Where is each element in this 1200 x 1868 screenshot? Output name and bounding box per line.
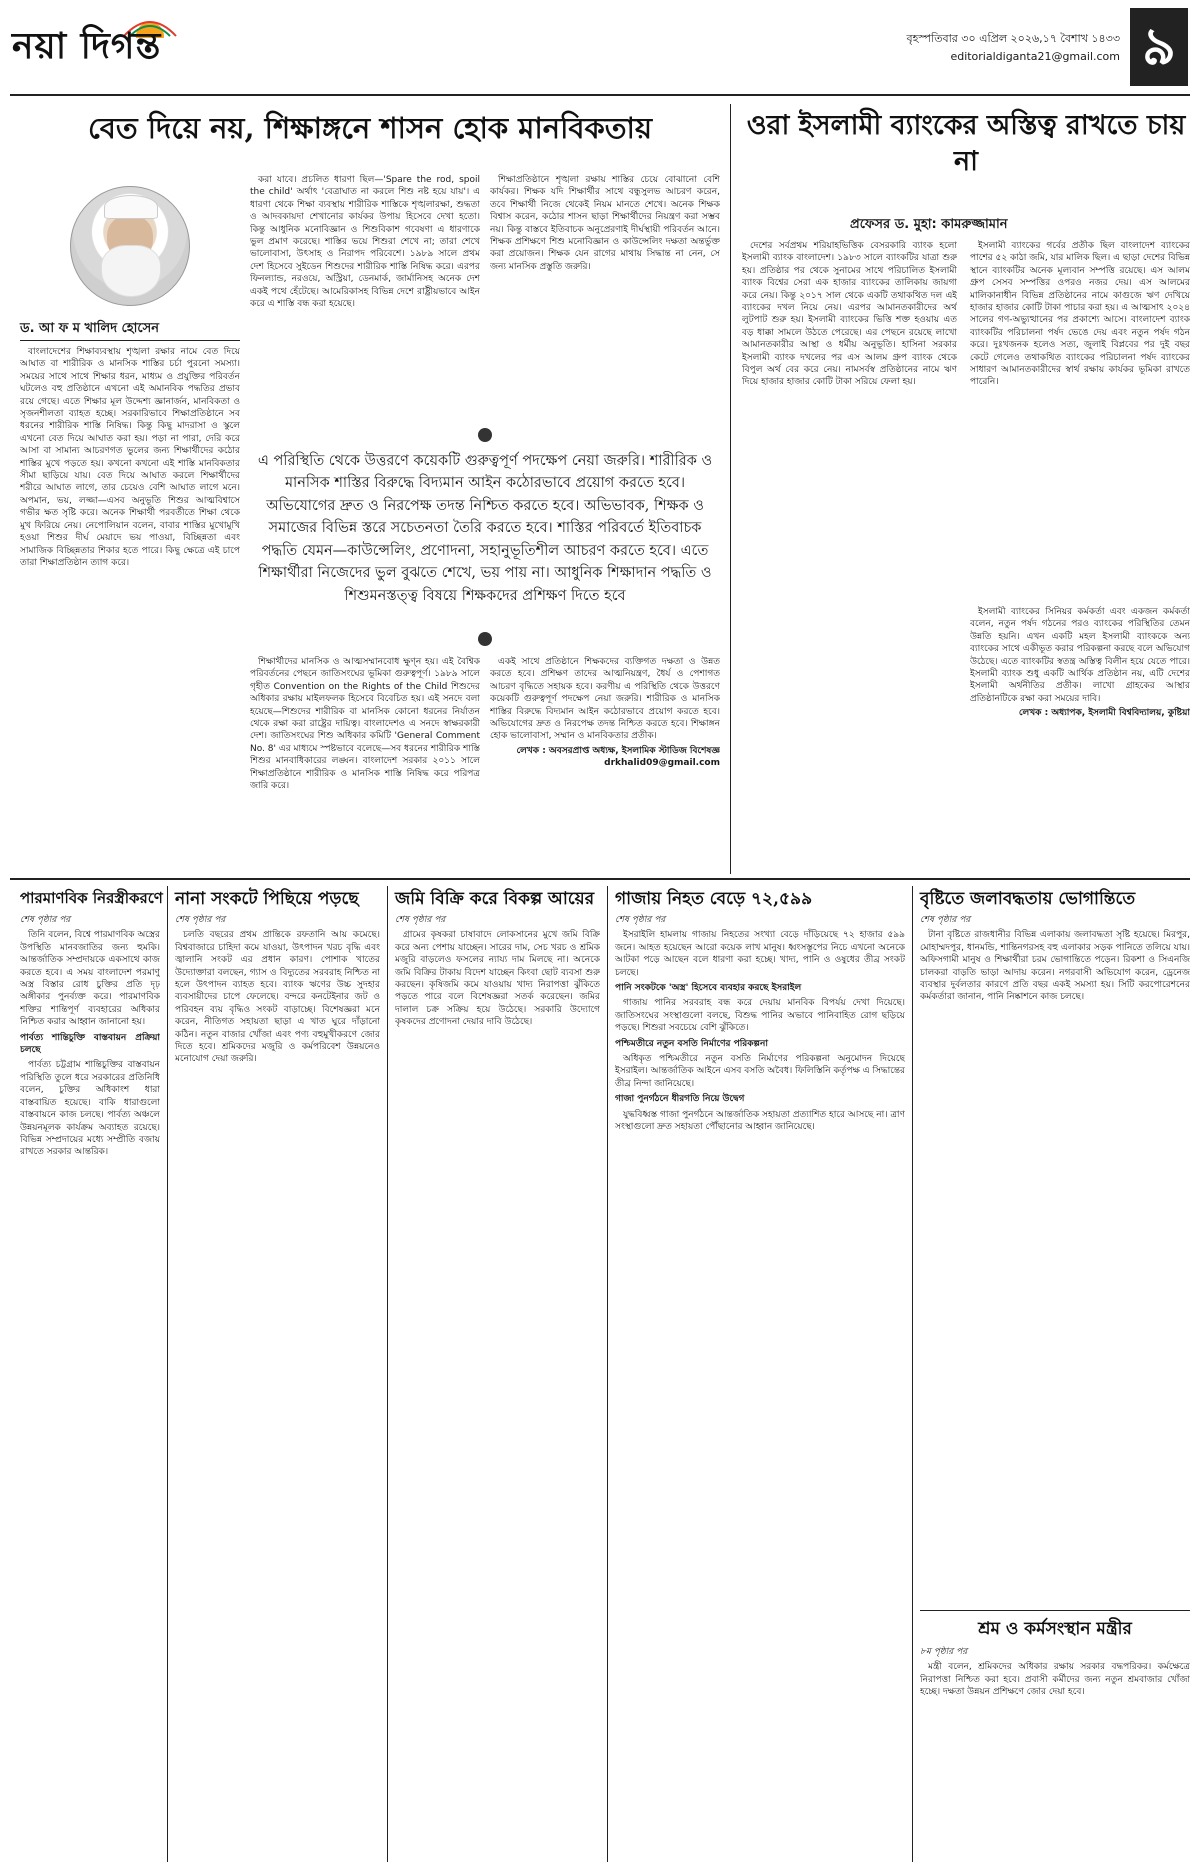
story5-continuation: শেষ পৃষ্ঠার পর (920, 915, 971, 925)
col-divider-4 (912, 886, 913, 1862)
story4-subhead-3: গাজা পুনর্গঠনে ধীরগতি নিয়ে উদ্বেগ (615, 1094, 745, 1105)
story4-text3: অধিকৃত পশ্চিমতীরে নতুন বসতি নির্মাণের পরিকল্পনা অনুমোদন দিয়েছে ইসরাইল। আন্তর্জাতিক আইনে এসব বসতি অবৈধ। ফিলিস্তিনি কর্তৃপক্ষ এ সিদ্ধান্তের তীব্র নিন্দা জানিয়েছে। (615, 1054, 905, 1089)
article2-column-2 (970, 240, 1190, 600)
story1-body (20, 914, 160, 1862)
story4-text2: গাজায় পানির সরবরাহ বন্ধ করে দেয়ায় মানবিক বিপর্যয় দেখা দিয়েছে। জাতিসংঘের সংস্থাগুলো বলছে, বিশুদ্ধ পানির অভাবে পানিবাহিত রোগ ছড়িয়ে পড়ছে। শিশুরা সবচেয়ে বেশি ঝুঁকিতে। (615, 998, 905, 1034)
page-number: ৯ (1130, 8, 1188, 86)
story4-title: গাজায় নিহত বেড়ে ৭২,৫৯৯ (615, 889, 813, 909)
article1-email: drkhalid09@gmail.com (604, 758, 720, 769)
story5-text: টানা বৃষ্টিতে রাজধানীর বিভিন্ন এলাকায় জলাবদ্ধতা সৃষ্টি হয়েছে। মিরপুর, মোহাম্মদপুর, ধানমন্ডি, শান্তিনগরসহ বহু এলাকার সড়ক পানিতে তলিয়ে যায়। অফিসগামী মানুষ ও শিক্ষার্থীরা চরম ভোগান্তিতে পড়েন। রিকশা ও সিএনজি চালকরা বাড়তি ভাড়া আদায় করেন। নগরবাসী অভিযোগ করেন, ড্রেনেজ ব্যবস্থার দুর্বলতার কারণে প্রতি বছর একই সমস্যা হয়। সিটি করপোরেশনের কর্মকর্তারা জানান, পানি নিষ্কাশনে কাজ চলছে। (920, 930, 1190, 1003)
article1-column-3 (490, 174, 720, 436)
story2-title: নানা সংকটে পিছিয়ে পড়ছে (175, 889, 359, 909)
article1-col1-text: বাংলাদেশের শিক্ষাব্যবস্থায় শৃঙ্খলা রক্ষার নামে বেত দিয়ে আঘাত বা শারীরিক ও মানসিক শাস্তির চর্চা পুরনো সমস্যা। সময়ের সাথে সাথে শিক্ষার ধরন, মাধ্যম ও প্রযুক্তির পরিবর্তন ঘটলেও বহু প্রতিষ্ঠানে এখনো এই অমানবিক পদ্ধতির প্রভাব রয়ে গেছে। এতে শিক্ষার মূল উদ্দেশ্য জ্ঞানার্জন, মানবিকতা ও সৃজনশীলতা ব্যাহত হচ্ছে। সরকারিভাবে শিক্ষাপ্রতিষ্ঠানে সব ধরনের শারীরিক শাস্তি নিষিদ্ধ। কিন্তু কিছু মাদরাসা ও স্কুলে এখনো বেত দিয়ে আঘাত করা হয়। পড়া না পারা, দেরি করে আসা বা সামান্য আচরণগত ভুলের জন্য শিক্ষার্থীদের কঠোর শাস্তির মুখে পড়তে হয়। কখনো কখনো এই শাস্তি মানবিকতার সীমা ছাড়িয়ে যায়। বেত দিয়ে আঘাত করলে শিক্ষার্থীদের শরীরে আঘাত লাগে, তার চেয়েও বেশি আঘাত লাগে মনে। অপমান, ভয়, লজ্জা—এসব অনুভূতি শিশুর আত্মবিশ্বাসে গভীর ক্ষত সৃষ্টি করে। অনেক শিক্ষার্থী পরবর্তীতে শিক্ষা থেকে মুখ ফিরিয়ে নেয়। নেপোলিয়ান বলেন, বাবার শাস্তির মুখোমুখি হওয়া শিশুর দীর্ঘ মেয়াদে ভয় পাওয়া, বিচ্ছিন্নতা এবং সামাজিক বিচ্ছিন্নতার শিকার হতে পারে। কিছু ক্ষেত্রে এই চাপে তারা শিক্ষাপ্রতিষ্ঠান ত্যাগ করে। (20, 347, 240, 568)
bottom-section-rule (10, 878, 1190, 880)
story1-subhead: পার্বত্য শান্তিচুক্তি বাস্তবায়ন প্রক্রিয়া চলছে (20, 1032, 160, 1056)
article1-column-3b (490, 656, 720, 868)
story4-subhead-2: পশ্চিমতীরে নতুন বসতি নির্মাণের পরিকল্পনা (615, 1038, 768, 1049)
story4-text4: যুদ্ধবিধ্বস্ত গাজা পুনর্গঠনে আন্তর্জাতিক সহায়তা প্রত্যাশিত হারে আসছে না। ত্রাণ সংস্থাগুলো দ্রুত সহায়তা পৌঁছানোর আহ্বান জানিয়েছে। (615, 1109, 905, 1133)
story4-continuation: শেষ পৃষ্ঠার পর (615, 915, 666, 925)
logo-text: নয়া দিগন্ত (12, 25, 162, 67)
author-rule (20, 340, 240, 341)
story2-text: চলতি বছরের প্রথম প্রান্তিকে রফতানি আয় কমেছে। বিশ্ববাজারে চাহিদা কমে যাওয়া, উৎপাদন খরচ বৃদ্ধি এবং জ্বালানি সংকট এর প্রধান কারণ। পোশাক খাতের উদ্যোক্তারা বলছেন, গ্যাস ও বিদ্যুতের সরবরাহ নিশ্চিত না হলে উৎপাদন ব্যাহত হবে। ব্যাংক ঋণের উচ্চ সুদহার ব্যবসায়ীদের চাপে ফেলেছে। বন্দরে কনটেইনার জট ও পরিবহন ব্যয় বৃদ্ধিও সংকট বাড়াচ্ছে। বিশেষজ্ঞরা মনে করেন, নীতিগত সহায়তা ছাড়া এ খাত ঘুরে দাঁড়ানো কঠিন। নতুন বাজার খোঁজা এবং পণ্য বহুমুখীকরণে জোর দিতে হবে। শ্রমিকদের মজুরি ও কর্মপরিবেশ উন্নয়নেও মনোযোগ দেয়া জরুরি। (175, 930, 380, 1065)
story4-text: ইসরাইলি হামলায় গাজায় নিহতের সংখ্যা বেড়ে দাঁড়িয়েছে ৭২ হাজার ৫৯৯ জনে। আহত হয়েছেন আরো কয়েক লাখ মানুষ। ধ্বংসস্তূপের নিচে এখনো অনেকে আটকা পড়ে আছেন বলে ধারণা করা হচ্ছে। খাদ্য, পানি ও ওষুধের তীব্র সংকট চলছে। (615, 930, 905, 978)
story1-title: পারমাণবিক নিরস্ত্রীকরণে (20, 889, 163, 907)
article2-headline: ওরা ইসলামী ব্যাংকের অস্তিত্ব রাখতে চায় না (746, 110, 1186, 178)
article2-author: প্রফেসর ড. মুহা: কামরুজ্জামান (850, 217, 1008, 232)
story4-subhead-1: পানি সংকটকে 'অস্ত্র' হিসেবে ব্যবহার করছে ইসরাইল (615, 983, 802, 994)
story6-continuation: ৮ম পৃষ্ঠার পর (920, 1647, 968, 1657)
story6-body (920, 1646, 1190, 1862)
pullquote-dot-top (478, 428, 492, 442)
col-divider-2 (387, 886, 388, 1862)
masthead-rule (10, 94, 1190, 96)
story3-title: জমি বিক্রি করে বিকল্প আয়ের (395, 889, 595, 909)
issue-meta (880, 30, 1120, 65)
article1-column-2 (250, 174, 480, 436)
article2-column-3 (970, 606, 1190, 868)
story1-continuation: শেষ পৃষ্ঠার পর (20, 915, 71, 925)
newspaper-logo (12, 6, 242, 84)
story6-text: মন্ত্রী বলেন, শ্রমিকদের অধিকার রক্ষায় সরকার বদ্ধপরিকর। কর্মক্ষেত্রে নিরাপত্তা নিশ্চিত করা হবে। প্রবাসী কর্মীদের জন্য নতুন শ্রমবাজার খোঁজা হচ্ছে। দক্ষতা উন্নয়ন প্রশিক্ষণে জোর দেয়া হবে। (920, 1662, 1190, 1698)
story3-body (395, 914, 600, 1862)
article1-col2b-text: শিক্ষার্থীদের মানসিক ও আত্মসম্মানবোধ ক্ষুণ্ন হয়। এই বৈশ্বিক পরিবর্তনের পেছনে জাতিসংঘের ভূমিকা গুরুত্বপূর্ণ। ১৯৮৯ সালে গৃহীত Convention on the Rights of the Child শিশুদের অধিকার রক্ষায় মাইলফলক হিসেবে বিবেচিত হয়। এই সনদে বলা হয়েছে—শিশুদের শারীরিক বা মানসিক কোনো ধরনের নির্যাতন থেকে রক্ষা করা রাষ্ট্রের দায়িত্ব। বাংলাদেশও এ সনদে স্বাক্ষরকারী দেশ। জাতিসংঘের শিশু অধিকার কমিটি 'General Comment No. 8' এর মাধ্যমে স্পষ্টভাবে বলেছে—সব ধরনের শারীরিক শাস্তি শিশুর মানবাধিকারের লঙ্ঘন। বাংলাদেশ সরকার ২০১১ সালে শিক্ষাপ্রতিষ্ঠানে শারীরিক ও মানসিক শাস্তি নিষিদ্ধ করে পরিপত্র জারি করে। (250, 657, 480, 792)
author-cap (104, 195, 158, 219)
issue-date: বৃহস্পতিবার ৩০ এপ্রিল ২০২৬,১৭ বৈশাখ ১৪৩৩ (906, 32, 1120, 45)
article1-col3-text: শিক্ষাপ্রতিষ্ঠানে শৃঙ্খলা রক্ষায় শাস্তির চেয়ে বোঝানো বেশি কার্যকর। শিক্ষক যদি শিক্ষার্থীর সাথে বন্ধুসুলভ আচরণ করেন, তবে শিক্ষার্থী নিজে থেকেই নিয়ম মানতে শেখে। অনেক শিক্ষক বিশ্বাস করেন, কঠোর শাসন ছাড়া শিক্ষার্থীদের নিয়ন্ত্রণ করা সম্ভব নয়। কিন্তু বাস্তবে ইতিবাচক অনুপ্রেরণাই দীর্ঘস্থায়ী পরিবর্তন আনে। শিক্ষক প্রশিক্ষণে শিশু মনোবিজ্ঞান ও কাউন্সেলিং দক্ষতা অন্তর্ভুক্ত করা প্রয়োজন। শিক্ষক যেন রাগের মাথায় সিদ্ধান্ত না নেন, সে জন্য মানসিক প্রস্তুতি জরুরি। (490, 175, 720, 272)
article-divider (730, 104, 731, 874)
article1-col3b-text: একই সাথে প্রতিষ্ঠানে শিক্ষকদের ব্যক্তিগত দক্ষতা ও উন্নত করতে হবে। প্রশিক্ষণ তাদের আত্মনিয়ন্ত্রণ, ধৈর্য ও পেশাগত আচরণ বৃদ্ধিতে সহায়ক হবে। করণীয় এ পরিস্থিতি থেকে উত্তরণে কয়েকটি গুরুত্বপূর্ণ পদক্ষেপ নেয়া জরুরি। শারীরিক ও মানসিক শাস্তির বিরুদ্ধে বিদ্যমান আইন কঠোরভাবে প্রয়োগ করতে হবে। অভিযোগের দ্রুত ও নিরপেক্ষ তদন্ত নিশ্চিত করতে হবে। শিক্ষাঙ্গন হোক ভালোবাসা, সম্মান ও মানবিকতার প্রতীক। (490, 657, 720, 742)
masthead (0, 0, 1200, 96)
story5-title: বৃষ্টিতে জলাবদ্ধতায় ভোগান্তিতে (920, 889, 1136, 909)
col-divider-3 (607, 886, 608, 1862)
story3-continuation: শেষ পৃষ্ঠার পর (395, 915, 446, 925)
col-divider-1 (167, 886, 168, 1862)
article1-col2-text: করা যাবে। প্রচলিত ধারণা ছিল—'Spare the rod, spoil the child' অর্থাৎ 'বেত্রাঘাত না করলে শিশু নষ্ট হয়ে যায়'। এ ধারণা থেকে শিক্ষা ব্যবস্থায় শারীরিক শাস্তিকে শৃঙ্খলারক্ষা, শুদ্ধতা ও আদবকায়দা শেখানোর কার্যকর উপায় হিসেবে দেখা হতো। কিন্তু আধুনিক মনোবিজ্ঞান ও শিশুবিকাশ গবেষণা এ ধারণাকে ভুল প্রমাণ করেছে। শাস্তির ভয়ে শিশুরা শেখে না; তারা শেখে ভালোবাসা, উৎসাহ ও নিরাপদ পরিবেশে। ১৯৮৯ সালে প্রথম দেশ হিসেবে সুইডেন শিশুদের শারীরিক শাস্তি নিষিদ্ধ করে। এরপর ফিনল্যান্ড, নরওয়ে, অস্ট্রিয়া, ডেনমার্ক, জার্মানিসহ অনেক দেশ একই পথে হেঁটেছে। আমেরিকাসহ বিভিন্ন দেশে রাষ্ট্রীয়ভাবে আইন করে এ শাস্তি বন্ধ করা হয়েছে। (250, 175, 480, 310)
story6-title: শ্রম ও কর্মসংস্থান মন্ত্রীর (978, 1619, 1132, 1639)
author-beard (101, 245, 161, 297)
story4-body (615, 914, 905, 1862)
story2-body (175, 914, 380, 1862)
article2-col3-text: ইসলামী ব্যাংকের সিনিয়র কর্মকর্তা এবং একজন কর্মকর্তা বলেন, নতুন পর্ষদ গঠনের পরও ব্যাংকের পরিস্থিতির তেমন উন্নতি হয়নি। এখন একটি মহল ইসলামী ব্যাংককে অন্য ব্যাংকের সাথে একীভূত করার পরিকল্পনা করছে বলে অভিযোগ উঠেছে। এতে ব্যাংকটির স্বতন্ত্র অস্তিত্ব বিলীন হয়ে যেতে পারে। ইসলামী ব্যাংক শুধু একটি আর্থিক প্রতিষ্ঠান নয়, এটি দেশের ইসলামী অর্থনীতির প্রতীক। লাখো গ্রাহকের আস্থার প্রতিষ্ঠানটিকে রক্ষা করা সময়ের দাবি। (970, 607, 1190, 704)
article2-col2-text: ইসলামী ব্যাংকের গর্বের প্রতীক ছিল বাংলাদেশ ব্যাংকের পাশের ৫২ কাঠা জমি, যার মালিক ছিল। এ ছাড়া দেশের বিভিন্ন স্থানে ব্যাংকটির অনেক মূল্যবান সম্পত্তি রয়েছে। এস আলম গ্রুপ সেসব সম্পত্তির ওপরও নজর দেয়। এস আলমের মালিকানাধীন বিভিন্ন প্রতিষ্ঠানের নামে কাগুজে ঋণ দেখিয়ে হাজার হাজার কোটি টাকা পাচার করা হয়। এ আত্মসাৎ ২০২৪ সালের গণ-অভ্যুত্থানের পর প্রকাশ্যে আসে। বাংলাদেশ ব্যাংক ব্যাংকটির পরিচালনা পর্ষদ ভেঙে দেয় এবং নতুন পর্ষদ গঠন করে। দুঃখজনক হলেও সত্য, জুলাই বিপ্লবের পর দুই বছর কেটে গেলেও তথাকথিত ব্যাংকের পরিচালনা পর্ষদ ব্যাংকের সাধারণ আমানতকারীদের স্বার্থ রক্ষায় কার্যকর ভূমিকা রাখতে পারেনি। (970, 241, 1190, 388)
article2-column-1 (742, 240, 957, 868)
article1-pullquote: এ পরিস্থিতি থেকে উত্তরণে কয়েকটি গুরুত্বপূর্ণ পদক্ষেপ নেয়া জরুরি। শারীরিক ও মানসিক শাস্তির বিরুদ্ধে বিদ্যমান আইন কঠোরভাবে প্রয়োগ করতে হবে। অভিযোগের দ্রুত ও নিরপেক্ষ তদন্ত নিশ্চিত করতে হবে। অভিভাবক, শিক্ষক ও সমাজের বিভিন্ন স্তরে সচেতনতা তৈরি করতে হবে। শাস্তির পরিবর্তে ইতিবাচক পদ্ধতি যেমন—কাউন্সেলিং, প্রণোদনা, সহানুভূতিশীল আচরণ করতে হবে। এতে শিক্ষার্থীরা নিজেদের ভুল বুঝতে শেখে, ভয় পায় না। আধুনিক শিক্ষাদান পদ্ধতি ও শিশুমনস্তত্ত্ব বিষয়ে শিক্ষকদের প্রশিক্ষণ দিতে হবে (257, 453, 713, 604)
article1-author: ড. আ ফ ম খালিদ হোসেন (20, 321, 160, 336)
article1-signoff: লেখক : অবসরপ্রাপ্ত অধ্যক্ষ, ইসলামিক স্টাডিজ বিশেষজ্ঞ (516, 745, 720, 756)
story5-body (920, 914, 1190, 1604)
story2-continuation: শেষ পৃষ্ঠার পর (175, 915, 226, 925)
article1-headline: বেত দিয়ে নয়, শিক্ষাঙ্গনে শাসন হোক মানবিকতায় (87, 111, 653, 145)
article2-col1-text: দেশের সর্বপ্রথম শরিয়াহভিত্তিক বেসরকারি ব্যাংক হলো ইসলামী ব্যাংক বাংলাদেশ। ১৯৮৩ সালে ব্যাংকটির যাত্রা শুরু হয়। প্রতিষ্ঠার পর থেকে সুনামের সাথে পরিচালিত ইসলামী ব্যাংক বিশ্বের সেরা এক হাজার ব্যাংকের তালিকায় জায়গা করে নেয়। কিন্তু ২০১৭ সাল থেকে একটি তথাকথিত দল এই ব্যাংকের দখল নিয়ে নেয়। এরপর আমানতকারীদের অর্থ লুটপাট শুরু হয়। ইসলামী ব্যাংকের ভিত্তি শক্ত হওয়ায় এত বড় ধাক্কা সামলে উঠতে পেরেছে। এর পেছনে রয়েছে লাখো আমানতকারীর আস্থা ও ধর্মীয় অনুভূতি। হাসিনা সরকার ইসলামী ব্যাংক দখলের পর এস আলম গ্রুপ ব্যাংক থেকে বিপুল অর্থ বের করে নেয়। নামসর্বস্ব প্রতিষ্ঠানের নামে ঋণ দিয়ে হাজার হাজার কোটি টাকা সরিয়ে ফেলা হয়। (742, 241, 957, 388)
article2-signoff: লেখক : অধ্যাপক, ইসলামী বিশ্ববিদ্যালয়, কুষ্টিয়া (1018, 708, 1190, 719)
story5-end-rule (920, 1610, 1190, 1611)
story3-text: গ্রামের কৃষকরা চাষাবাদে লোকসানের মুখে জমি বিক্রি করে অন্য পেশায় যাচ্ছেন। সারের দাম, সেচ খরচ ও শ্রমিক মজুরি বাড়লেও ফসলের ন্যায্য দাম মিলছে না। অনেকে জমি বিক্রির টাকায় বিদেশ যাচ্ছেন কিংবা ছোট ব্যবসা শুরু করছেন। কৃষিজমি কমে যাওয়ায় খাদ্য নিরাপত্তা ঝুঁকিতে পড়তে পারে বলে বিশেষজ্ঞরা সতর্ক করেছেন। জমির দালাল চক্র সক্রিয় হয়ে উঠেছে। সরকারি উদ্যোগে কৃষকদের প্রণোদনা দেয়ার দাবি উঠেছে। (395, 930, 600, 1028)
editorial-email: editorialdiganta21@gmail.com (950, 49, 1120, 63)
story1-text: তিনি বলেন, বিশ্বে পারমাণবিক অস্ত্রের উপস্থিতি মানবজাতির জন্য হুমকি। আন্তর্জাতিক সম্প্রদায়কে একসাথে কাজ করতে হবে। এ সময় বাংলাদেশ পরমাণু অস্ত্র বিস্তার রোধ চুক্তির প্রতি দৃঢ় অঙ্গীকার পুনর্ব্যক্ত করে। পারমাণবিক শক্তির শান্তিপূর্ণ ব্যবহারের অধিকার নিশ্চিত করার আহ্বান জানানো হয়। (20, 930, 160, 1028)
pullquote-dot-bottom (478, 632, 492, 646)
author-photo (70, 186, 190, 306)
article1-column-1 (20, 346, 240, 868)
article1-column-2b (250, 656, 480, 868)
story1-text2: পার্বত্য চট্টগ্রাম শান্তিচুক্তির বাস্তবায়ন পরিস্থিতি তুলে ধরে সরকারের প্রতিনিধি বলেন, চুক্তির অধিকাংশ ধারা বাস্তবায়িত হয়েছে। বাকি ধারাগুলো বাস্তবায়নে কাজ চলছে। পার্বত্য অঞ্চলে উন্নয়নমূলক কার্যক্রম অব্যাহত রয়েছে। বিভিন্ন সম্প্রদায়ের মধ্যে সম্প্রীতি বজায় রাখতে সরকার আন্তরিক। (20, 1060, 160, 1158)
